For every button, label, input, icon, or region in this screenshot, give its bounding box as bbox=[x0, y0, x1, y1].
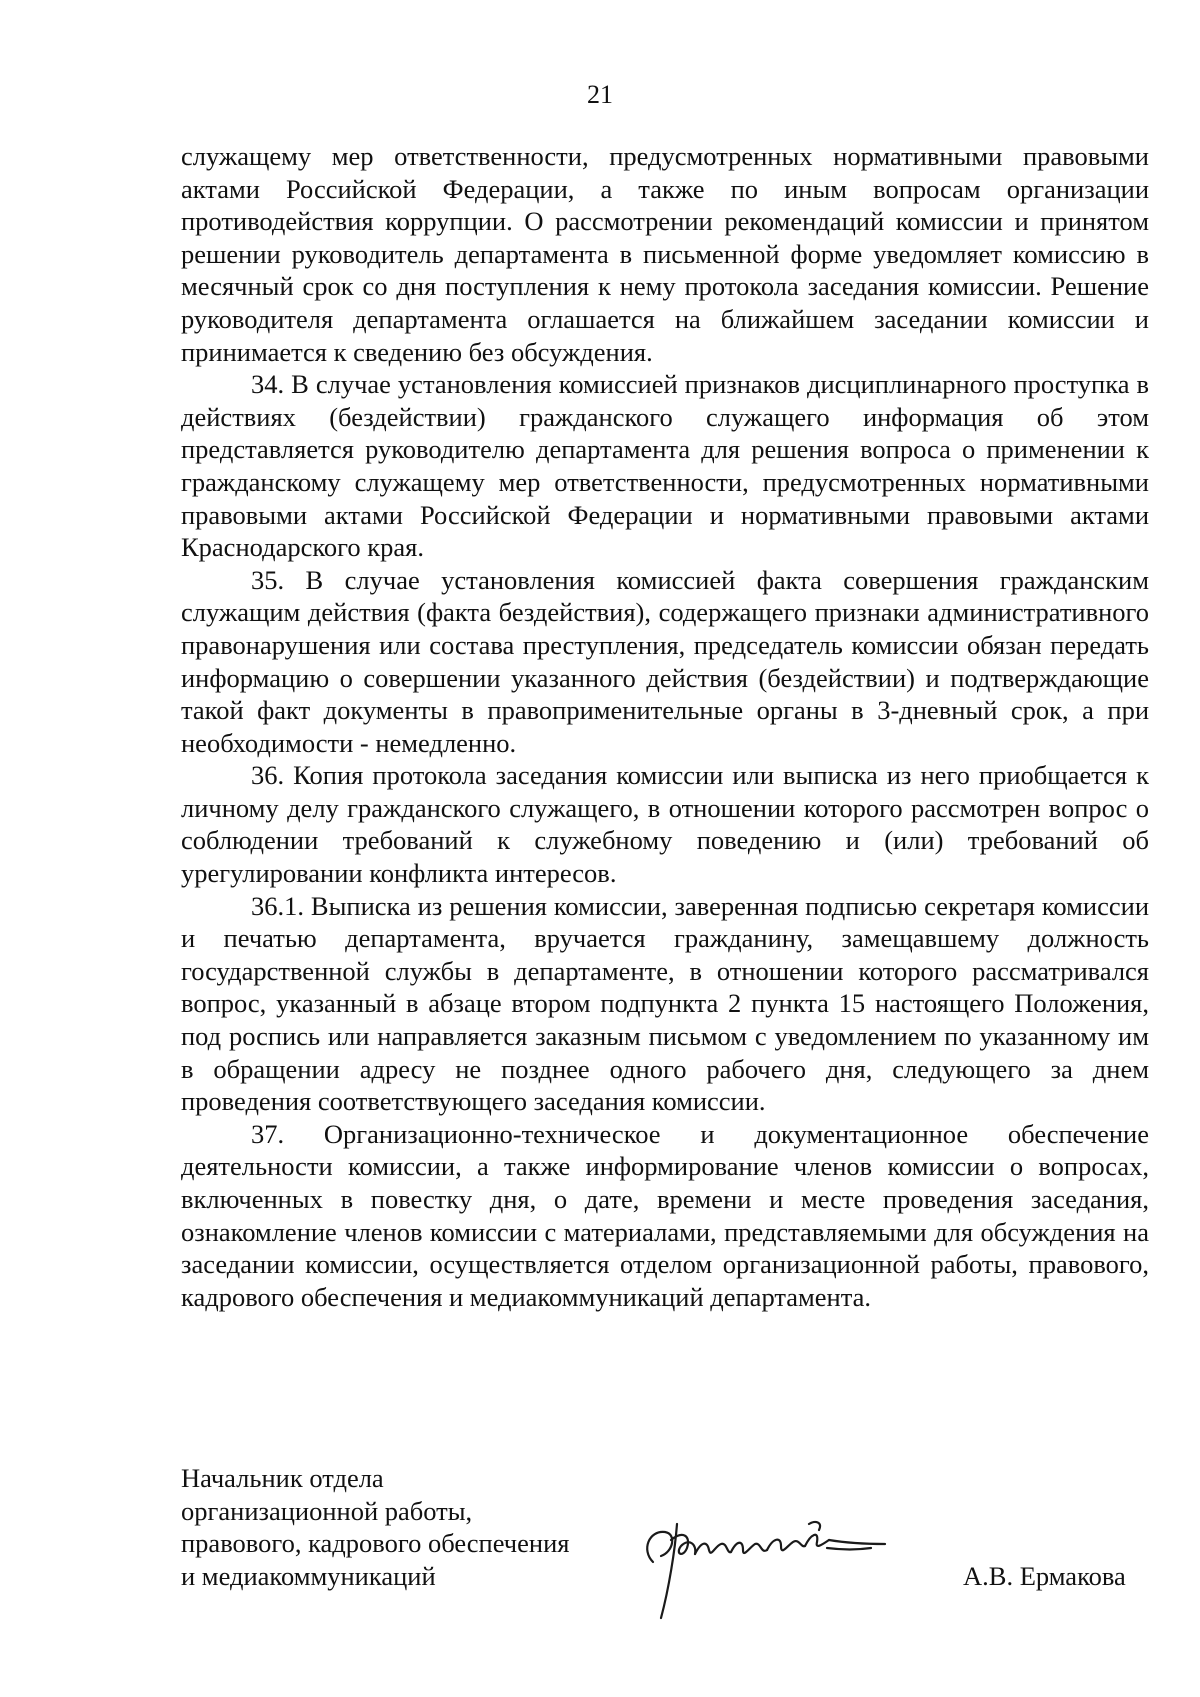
position-line: правового, кадрового обеспечения bbox=[181, 1528, 570, 1559]
paragraph-36-1: 36.1. Выписка из решения комиссии, заверенная подписью секретаря комиссии и печатью департамента, вручается гражданину, замещавшему должность государственной службы в департаменте, в отношении которого рассматривался вопрос, указанный в абзаце втором подпункта 2 пункта 15 настоящего Положения, под роспись или направляется заказным письмом с уведомлением по указанному им в обращении адресу не позднее одного рабочего дня, следующего за днем проведения соответствующего заседания комиссии. bbox=[181, 890, 1149, 1117]
position-line: организационной работы, bbox=[181, 1495, 473, 1526]
signature-block bbox=[181, 1462, 1149, 1602]
handwritten-signature bbox=[631, 1500, 891, 1620]
paragraph-continuation: служащему мер ответственности, предусмотренных нормативными правовыми актами Российской Федерации, а также по иным вопросам организации противодействия коррупции. О рассмотрении рекомендаций комиссии и принятом решении руководитель департамента в письменной форме уведомляет комиссию в месячный срок со дня поступления к нему протокола заседания комиссии. Решение руководителя департамента оглашается на ближайшем заседании комиссии и принимается к сведению без обсуждения. bbox=[181, 141, 1149, 367]
position-line: и медиакоммуникаций bbox=[181, 1560, 436, 1591]
paragraph-35: 35. В случае установления комиссией факта совершения гражданским служащим действия (факта бездействия), содержащего признаки административного правонарушения или состава преступления, председатель комиссии обязан передать информацию о совершении указанного действия (бездействии) и подтверждающие такой факт документы в правоприменительные органы в 3-дневный срок, а при необходимости - немедленно. bbox=[181, 564, 1149, 758]
page-number: 21 bbox=[587, 80, 613, 109]
paragraph-34: 34. В случае установления комиссией признаков дисциплинарного проступка в действиях (бездействии) гражданского служащего информация об этом представляется руководителю департамента для решения вопроса о применении к гражданскому служащему мер ответственности, предусмотренных нормативными правовыми актами Российской Федерации и нормативными правовыми актами Краснодарского края. bbox=[181, 369, 1149, 563]
paragraph-37: 37. Организационно-техническое и документационное обеспечение деятельности комиссии, а также информирование членов комиссии о вопросах, включенных в повестку дня, о дате, времени и месте проведения заседания, ознакомление членов комиссии с материалами, представляемыми для обсуждения на заседании комиссии, осуществляется отделом организационной работы, правового, кадрового обеспечения и медиакоммуникаций департамента. bbox=[181, 1118, 1149, 1312]
position-line: Начальник отдела bbox=[181, 1463, 384, 1493]
paragraph-36: 36. Копия протокола заседания комиссии или выписка из него приобщается к личному делу гражданского служащего, в отношении которого рассмотрен вопрос о соблюдении требований к служебному поведению и (или) требований об урегулировании конфликта интересов. bbox=[181, 760, 1149, 889]
signatory-position bbox=[181, 1462, 621, 1592]
signatory-name: А.В. Ермакова bbox=[963, 1561, 1126, 1591]
document-body bbox=[181, 140, 1149, 1313]
